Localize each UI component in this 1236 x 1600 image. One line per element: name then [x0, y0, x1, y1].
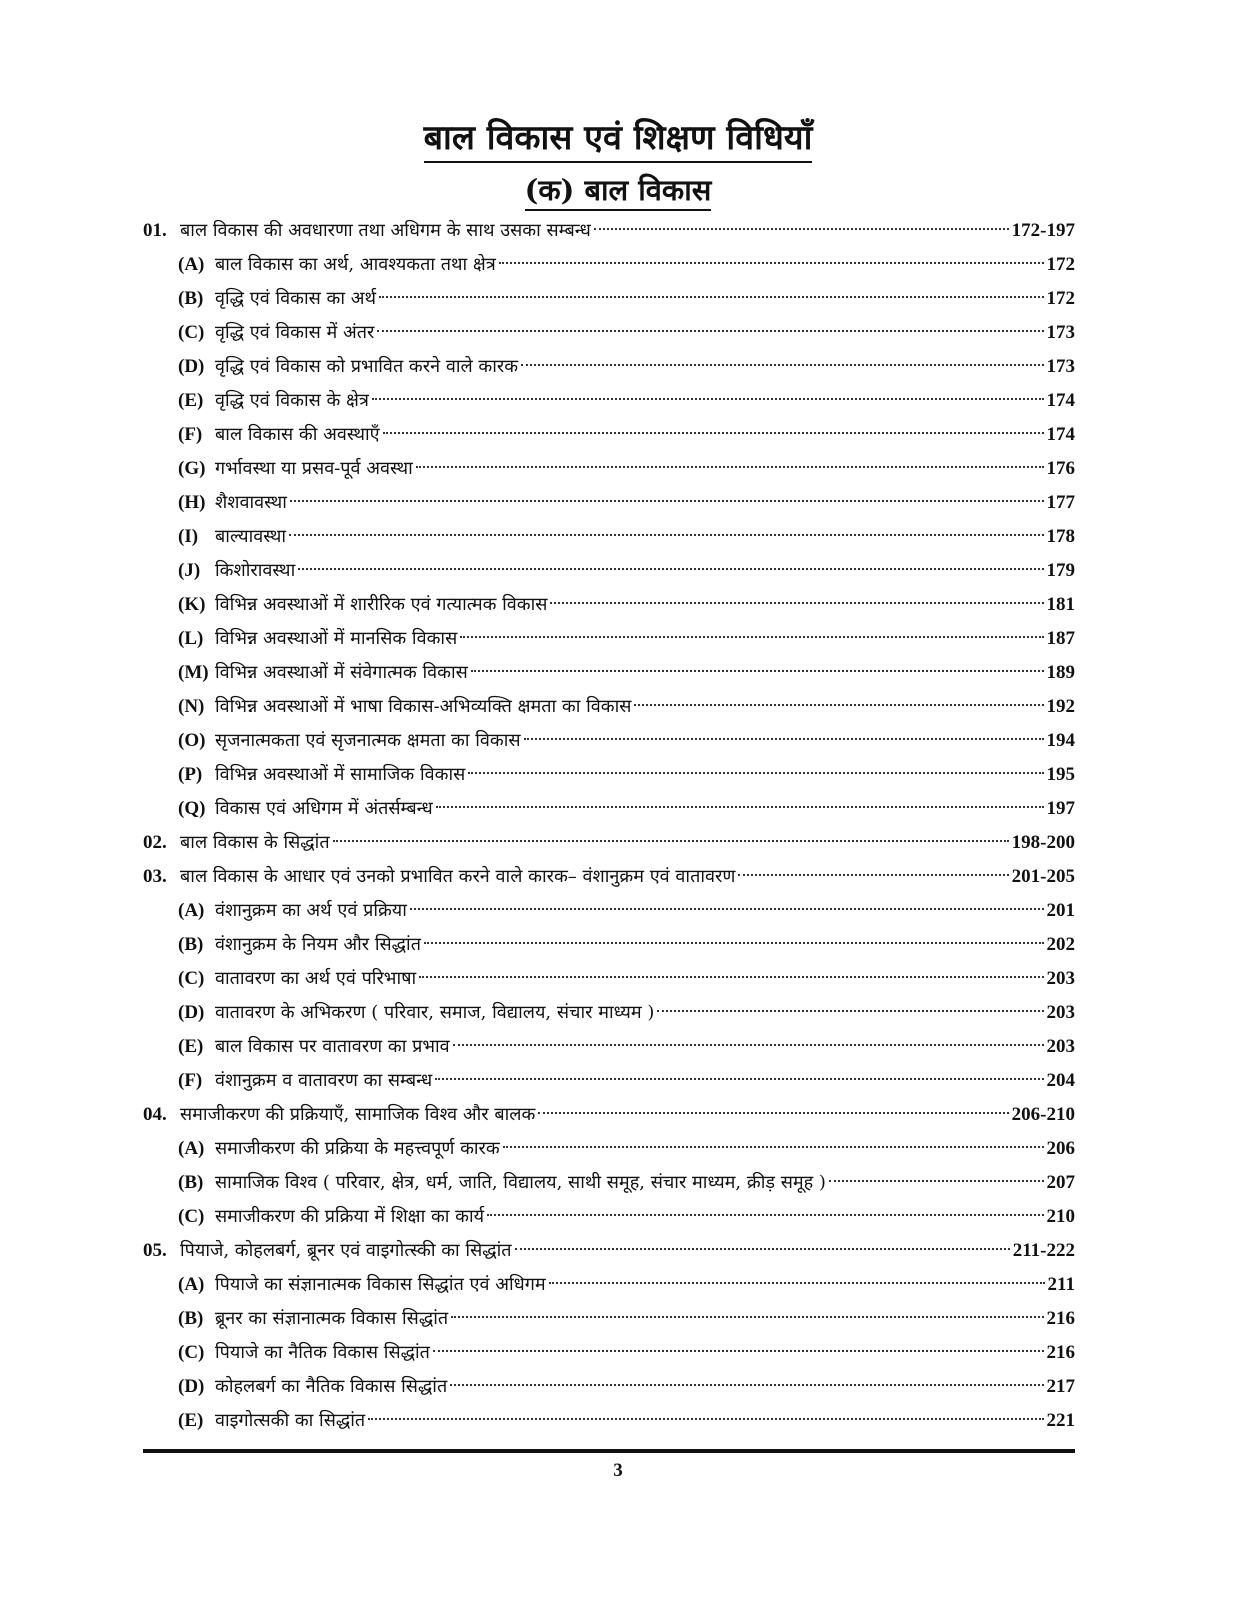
toc-entry-title: वाइगोत्सकी का सिद्धांत	[215, 1410, 366, 1431]
toc-entry-number: (N)	[178, 696, 205, 717]
toc-entry-number: (C)	[178, 1342, 205, 1363]
toc-dot-leader	[460, 636, 1043, 638]
section-title	[0, 172, 1236, 208]
toc-entry-title: वृद्धि एवं विकास के क्षेत्र	[215, 390, 369, 411]
toc-entry-page: 172	[1046, 288, 1075, 309]
toc-subsection-row	[143, 384, 1075, 418]
toc-entry-page: 207	[1046, 1172, 1075, 1193]
toc-dot-leader	[424, 942, 1044, 944]
toc-dot-leader	[521, 364, 1043, 366]
toc-subsection-row	[143, 1132, 1075, 1166]
toc-dot-leader	[377, 330, 1043, 332]
toc-entry-number: (L)	[178, 628, 204, 649]
toc-entry-title: वृद्धि एवं विकास में अंतर	[215, 322, 375, 343]
toc-entry-title: वृद्धि एवं विकास का अर्थ	[215, 288, 376, 309]
toc-entry-number: (E)	[178, 390, 204, 411]
toc-entry-page: 202	[1046, 934, 1075, 955]
toc-entry-page: 201-205	[1011, 866, 1075, 887]
toc-subsection-row	[143, 248, 1075, 282]
toc-entry-title: बाल विकास पर वातावरण का प्रभाव	[215, 1036, 450, 1057]
toc-entry-title: किशोरावस्था	[215, 560, 296, 581]
toc-entry-number: (D)	[178, 1376, 205, 1397]
toc-entry-number: (D)	[178, 1002, 205, 1023]
toc-subsection-row	[143, 690, 1075, 724]
toc-dot-leader	[368, 1418, 1043, 1420]
toc-dot-leader	[289, 534, 1043, 536]
toc-dot-leader	[333, 840, 1009, 842]
toc-entry-title: पियाजे का नैतिक विकास सिद्धांत	[215, 1342, 430, 1363]
toc-entry-number: 02.	[143, 832, 167, 853]
toc-entry-page: 206-210	[1011, 1104, 1075, 1125]
page-number: 3	[613, 1460, 623, 1481]
toc-entry-number: (C)	[178, 968, 205, 989]
toc-dot-leader	[290, 500, 1044, 502]
toc-subsection-row	[143, 928, 1075, 962]
toc-dot-leader	[410, 908, 1044, 910]
toc-subsection-row	[143, 316, 1075, 350]
toc-subsection-row	[143, 962, 1075, 996]
toc-entry-page: 172-197	[1011, 220, 1075, 241]
toc-dot-leader	[468, 772, 1043, 774]
toc-entry-page: 217	[1046, 1376, 1075, 1397]
toc-entry-number: (Q)	[178, 798, 206, 819]
toc-entry-title: कोहलबर्ग का नैतिक विकास सिद्धांत	[215, 1376, 448, 1397]
toc-dot-leader	[503, 1146, 1044, 1148]
toc-dot-leader	[550, 602, 1043, 604]
toc-entry-number: (B)	[178, 934, 204, 955]
toc-dot-leader	[416, 466, 1044, 468]
toc-entry-page: 187	[1046, 628, 1075, 649]
toc-subsection-row	[143, 452, 1075, 486]
toc-subsection-row	[143, 1030, 1075, 1064]
toc-subsection-row	[143, 588, 1075, 622]
toc-dot-leader	[451, 1316, 1043, 1318]
toc-chapter-row	[143, 1098, 1075, 1132]
toc-entry-number: (P)	[178, 764, 203, 785]
toc-subsection-row	[143, 1064, 1075, 1098]
toc-entry-page: 179	[1046, 560, 1075, 581]
toc-dot-leader	[436, 806, 1044, 808]
toc-dot-leader	[634, 704, 1043, 706]
toc-entry-number: (I)	[178, 526, 199, 547]
toc-dot-leader	[453, 1044, 1044, 1046]
toc-subsection-row	[143, 792, 1075, 826]
toc-entry-number: (O)	[178, 730, 206, 751]
toc-entry-number: (E)	[178, 1410, 204, 1431]
toc-entry-title: ब्रूनर का संज्ञानात्मक विकास सिद्धांत	[215, 1308, 449, 1329]
toc-entry-number: (A)	[178, 254, 205, 275]
toc-entry-title: विभिन्न अवस्थाओं में शारीरिक एवं गत्यात्मक विकास	[215, 594, 548, 615]
toc-entry-page: 204	[1046, 1070, 1075, 1091]
toc-entry-page: 211-222	[1012, 1240, 1075, 1261]
toc-dot-leader	[657, 1010, 1043, 1012]
toc-entry-title: बाल विकास का अर्थ, आवश्यकता तथा क्षेत्र	[215, 254, 496, 275]
toc-subsection-row	[143, 758, 1075, 792]
toc-entry-number: (B)	[178, 1172, 204, 1193]
toc-entry-title: वंशानुक्रम व वातावरण का सम्बन्ध	[215, 1070, 433, 1091]
toc-entry-page: 201	[1046, 900, 1075, 921]
toc-entry-title: वृद्धि एवं विकास को प्रभावित करने वाले कारक	[215, 356, 519, 377]
toc-entry-number: (F)	[178, 1070, 203, 1091]
toc-entry-page: 177	[1046, 492, 1075, 513]
toc-entry-title: बाल्यावस्था	[215, 526, 287, 547]
toc-dot-leader	[829, 1180, 1044, 1182]
toc-entry-number: (F)	[178, 424, 203, 445]
toc-chapter-row	[143, 826, 1075, 860]
toc-entry-page: 173	[1046, 322, 1075, 343]
toc-entry-title: वातावरण का अर्थ एवं परिभाषा	[215, 968, 417, 989]
toc-subsection-row	[143, 622, 1075, 656]
toc-entry-number: (M)	[178, 662, 209, 683]
toc-entry-title: विभिन्न अवस्थाओं में भाषा विकास-अभिव्यक्ति क्षमता का विकास	[215, 696, 632, 717]
toc-entry-number: (E)	[178, 1036, 204, 1057]
toc-entry-page: 172	[1046, 254, 1075, 275]
toc-entry-title: पियाजे, कोहलबर्ग, ब्रूनर एवं वाइगोत्स्की का सिद्धांत	[180, 1240, 512, 1261]
toc-subsection-row	[143, 1404, 1075, 1438]
toc-entry-page: 203	[1046, 1002, 1075, 1023]
toc-entry-title: समाजीकरण की प्रक्रियाएँ, सामाजिक विश्व और बालक	[180, 1104, 536, 1125]
toc-subsection-row	[143, 1268, 1075, 1302]
toc-entry-page: 203	[1046, 1036, 1075, 1057]
toc-entry-page: 195	[1046, 764, 1075, 785]
toc-subsection-row	[143, 1166, 1075, 1200]
toc-entry-page: 194	[1046, 730, 1075, 751]
toc-dot-leader	[515, 1248, 1010, 1250]
toc-entry-title: सामाजिक विश्व ( परिवार, क्षेत्र, धर्म, जाति, विद्यालय, साथी समूह, संचार माध्यम, क्रीड़ समूह )	[215, 1172, 826, 1193]
toc-subsection-row	[143, 554, 1075, 588]
toc-entry-number: (G)	[178, 458, 206, 479]
toc-entry-title: शैशवावस्था	[215, 492, 287, 513]
toc-entry-title: गर्भावस्था या प्रसव-पूर्व अवस्था	[215, 458, 413, 479]
toc-entry-number: 05.	[143, 1240, 167, 1261]
toc-subsection-row	[143, 1200, 1075, 1234]
toc-subsection-row	[143, 520, 1075, 554]
toc-entry-page: 221	[1046, 1410, 1075, 1431]
toc-entry-number: (C)	[178, 322, 205, 343]
toc-subsection-row	[143, 1302, 1075, 1336]
toc-entry-number: (D)	[178, 356, 205, 377]
toc-entry-page: 174	[1046, 390, 1075, 411]
footer-rule	[143, 1449, 1075, 1453]
page-title-text: बाल विकास एवं शिक्षण विधियाँ	[424, 118, 813, 163]
section-title-text: (क) बाल विकास	[525, 173, 712, 211]
toc-entry-title: बाल विकास के आधार एवं उनको प्रभावित करने वाले कारक– वंशानुक्रम एवं वातावरण	[180, 866, 736, 887]
toc-entry-number: (J)	[178, 560, 201, 581]
toc-dot-leader	[538, 1112, 1008, 1114]
toc-entry-page: 210	[1046, 1206, 1075, 1227]
toc-subsection-row	[143, 282, 1075, 316]
toc-dot-leader	[372, 398, 1044, 400]
toc-entry-title: विभिन्न अवस्थाओं में मानसिक विकास	[215, 628, 458, 649]
toc-entry-title: वंशानुक्रम के नियम और सिद्धांत	[215, 934, 421, 955]
toc-subsection-row	[143, 1370, 1075, 1404]
toc-entry-title: वातावरण के अभिकरण ( परिवार, समाज, विद्यालय, संचार माध्यम )	[215, 1002, 655, 1023]
toc-dot-leader	[379, 296, 1044, 298]
toc-entry-page: 176	[1046, 458, 1075, 479]
toc-entry-page: 178	[1046, 526, 1075, 547]
toc-entry-number: 03.	[143, 866, 167, 887]
toc-entry-title: बाल विकास के सिद्धांत	[180, 832, 330, 853]
toc-entry-page: 174	[1046, 424, 1075, 445]
toc-entry-number: (A)	[178, 900, 205, 921]
toc-entry-number: 01.	[143, 220, 167, 241]
toc-entry-page: 198-200	[1011, 832, 1075, 853]
toc-dot-leader	[433, 1350, 1044, 1352]
toc-entry-page: 197	[1046, 798, 1075, 819]
toc-dot-leader	[298, 568, 1043, 570]
toc-entry-number: (B)	[178, 288, 204, 309]
toc-entry-page: 189	[1046, 662, 1075, 683]
toc-entry-title: बाल विकास की अवस्थाएँ	[215, 424, 380, 445]
toc-entry-page: 206	[1046, 1138, 1075, 1159]
toc-entry-title: सृजनात्मकता एवं सृजनात्मक क्षमता का विकास	[215, 730, 521, 751]
toc-entry-title: विकास एवं अधिगम में अंतर्सम्बन्ध	[215, 798, 433, 819]
toc-subsection-row	[143, 486, 1075, 520]
toc-entry-title: पियाजे का संज्ञानात्मक विकास सिद्धांत एवं अधिगम	[215, 1274, 546, 1295]
toc-entry-title: विभिन्न अवस्थाओं में संवेगात्मक विकास	[215, 662, 468, 683]
toc-entry-title: समाजीकरण की प्रक्रिया में शिक्षा का कार्य	[215, 1206, 485, 1227]
toc-entry-page: 216	[1046, 1342, 1075, 1363]
toc-subsection-row	[143, 996, 1075, 1030]
toc-entry-page: 216	[1046, 1308, 1075, 1329]
toc-dot-leader	[383, 432, 1044, 434]
toc-chapter-row	[143, 860, 1075, 894]
toc-entry-page: 181	[1046, 594, 1075, 615]
toc-entry-number: (B)	[178, 1308, 204, 1329]
toc-dot-leader	[594, 228, 1009, 230]
toc-dot-leader	[419, 976, 1043, 978]
toc-dot-leader	[549, 1282, 1045, 1284]
toc-entry-page: 173	[1046, 356, 1075, 377]
page-title	[0, 118, 1236, 158]
toc-dot-leader	[738, 874, 1008, 876]
toc-entry-number: (K)	[178, 594, 206, 615]
toc-entry-number: (H)	[178, 492, 206, 513]
toc-subsection-row	[143, 724, 1075, 758]
toc-dot-leader	[471, 670, 1044, 672]
toc-entry-title: वंशानुक्रम का अर्थ एवं प्रक्रिया	[215, 900, 407, 921]
table-of-contents	[143, 214, 1075, 1438]
toc-entry-number: (A)	[178, 1274, 205, 1295]
toc-entry-page: 203	[1046, 968, 1075, 989]
toc-subsection-row	[143, 350, 1075, 384]
toc-dot-leader	[487, 1214, 1043, 1216]
toc-entry-title: समाजीकरण की प्रक्रिया के महत्त्वपूर्ण कारक	[215, 1138, 500, 1159]
toc-entry-number: 04.	[143, 1104, 167, 1125]
toc-entry-number: (C)	[178, 1206, 205, 1227]
toc-subsection-row	[143, 656, 1075, 690]
toc-subsection-row	[143, 894, 1075, 928]
toc-subsection-row	[143, 1336, 1075, 1370]
toc-entry-title: विभिन्न अवस्थाओं में सामाजिक विकास	[215, 764, 466, 785]
toc-entry-page: 211	[1047, 1274, 1075, 1295]
toc-subsection-row	[143, 418, 1075, 452]
toc-entry-page: 192	[1046, 696, 1075, 717]
toc-dot-leader	[435, 1078, 1043, 1080]
toc-dot-leader	[524, 738, 1044, 740]
toc-dot-leader	[499, 262, 1044, 264]
toc-dot-leader	[450, 1384, 1043, 1386]
toc-entry-number: (A)	[178, 1138, 205, 1159]
toc-chapter-row	[143, 1234, 1075, 1268]
toc-entry-title: बाल विकास की अवधारणा तथा अधिगम के साथ उसका सम्बन्ध	[180, 220, 591, 241]
toc-chapter-row	[143, 214, 1075, 248]
